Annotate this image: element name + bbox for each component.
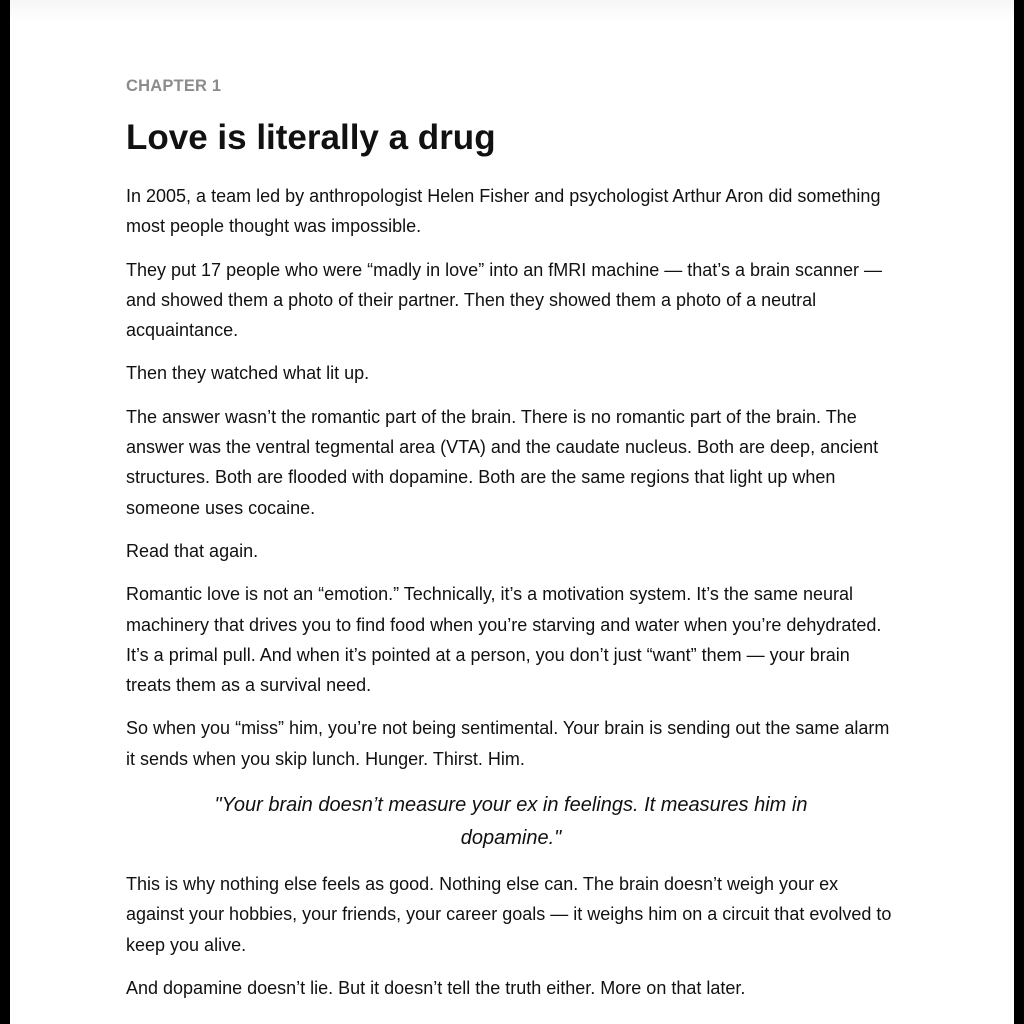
chapter-content xyxy=(126,73,896,1016)
chapter-label: CHAPTER 1 xyxy=(126,77,222,95)
paragraph-3: Then they watched what lit up. xyxy=(126,363,370,384)
chapter-title: Love is literally a drug xyxy=(126,118,496,157)
paragraph-6: Romantic love is not an “emotion.” Technically, it’s a motivation system. It’s the same neural machinery that drives you to find food when you’re starving and water when you’re dehydrated. It’s a primal pull. And when it’s pointed at a person, you don’t just “want” them — your brain treats them as a survival need. xyxy=(126,584,882,696)
paragraph-2: They put 17 people who were “madly in love” into an fMRI machine — that’s a brain scanner — and showed them a photo of their partner. Then they showed them a photo of a neutral acquaintance. xyxy=(126,259,883,341)
paragraph-8: This is why nothing else feels as good. Nothing else can. The brain doesn’t weigh your ex against your hobbies, your friends, your career goals — it weighs him on a circuit that evolved to keep you alive. xyxy=(126,874,892,955)
paragraph-9: And dopamine doesn’t lie. But it doesn’t tell the truth either. More on that later. xyxy=(126,977,746,998)
paragraph-7: So when you “miss” him, you’re not being sentimental. Your brain is sending out the same alarm it sends when you skip lunch. Hunger. Thirst. Him. xyxy=(126,718,890,769)
top-edge-bar xyxy=(10,0,1014,22)
pull-quote: "Your brain doesn’t measure your ex in feelings. It measures him in dopamine." xyxy=(214,794,808,849)
paragraph-1: In 2005, a team led by anthropologist Helen Fisher and psychologist Arthur Aron did something most people thought was impossible. xyxy=(126,186,881,237)
document-page xyxy=(10,0,1014,1024)
paragraph-5: Read that again. xyxy=(126,540,259,561)
paragraph-4: The answer wasn’t the romantic part of the brain. There is no romantic part of the brain. The answer was the ventral tegmental area (VTA) and the caudate nucleus. Both are deep, ancient structures. Both are flooded with dopamine. Both are the same regions that light up when someone uses cocaine. xyxy=(126,406,879,518)
